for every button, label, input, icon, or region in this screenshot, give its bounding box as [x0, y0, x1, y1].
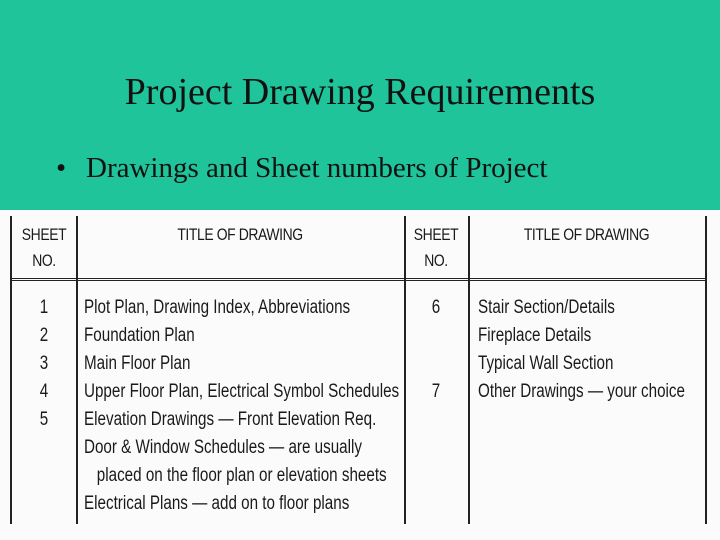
column-divider	[404, 216, 406, 524]
bullet-dot-icon: •	[56, 152, 67, 184]
header-title-right: TITLE OF DRAWING	[523, 225, 650, 244]
drawing-title: Fireplace Details	[478, 325, 592, 346]
drawing-title: Elevation Drawings — Front Elevation Req.	[84, 409, 377, 430]
sheet-number: 5	[39, 409, 49, 430]
left-drawing-titles	[84, 294, 399, 518]
drawing-title: Door & Window Schedules — are usually	[84, 437, 362, 458]
header-text: SHEET	[21, 225, 67, 244]
drawing-title: Other Drawings — your choice	[478, 381, 685, 402]
left-sheet-numbers	[18, 294, 69, 434]
sheet-number: 2	[39, 325, 49, 346]
bullet-text: Drawings and Sheet numbers of Project	[86, 152, 548, 184]
slide-title: Project Drawing Requirements	[124, 71, 596, 113]
header-text: NO.	[424, 251, 448, 270]
drawing-title: Main Floor Plan	[84, 353, 191, 374]
drawing-title: Electrical Plans — add on to floor plans	[84, 493, 350, 514]
bullet-item	[56, 152, 547, 185]
drawing-title: Foundation Plan	[84, 325, 195, 346]
column-divider	[468, 216, 470, 524]
sheet-number: 1	[39, 297, 49, 318]
header-title-left: TITLE OF DRAWING	[177, 225, 303, 244]
header-sheet-no-right	[410, 222, 462, 274]
sheet-number: 7	[431, 381, 441, 402]
sheet-number	[410, 322, 461, 350]
sheet-number: 3	[39, 353, 49, 374]
drawing-title: Typical Wall Section	[478, 353, 614, 374]
header-text: SHEET	[413, 225, 459, 244]
drawing-title: Stair Section/Details	[478, 297, 615, 318]
header-sheet-no-left	[18, 222, 70, 274]
sheet-number: 4	[39, 381, 49, 402]
sheet-number: 6	[431, 297, 441, 318]
column-divider	[76, 216, 78, 524]
header-divider	[12, 278, 705, 281]
drawing-title: Plot Plan, Drawing Index, Abbreviations	[84, 297, 351, 318]
header-text: NO.	[32, 251, 56, 270]
drawing-title: Upper Floor Plan, Electrical Symbol Schedules	[84, 381, 400, 402]
right-sheet-numbers	[410, 294, 461, 406]
drawing-title: placed on the floor plan or elevation sheets	[96, 465, 387, 486]
sheet-number	[410, 350, 461, 378]
right-drawing-titles	[478, 294, 685, 406]
drawing-sheet-table	[10, 216, 707, 524]
